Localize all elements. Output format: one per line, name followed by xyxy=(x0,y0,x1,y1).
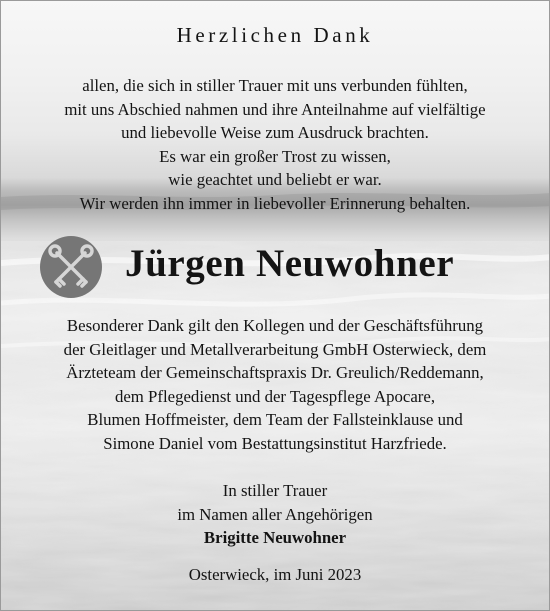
intro-line: und liebevolle Weise zum Ausdruck brachten. xyxy=(121,123,429,142)
intro-line: Es war ein großer Trost zu wissen, xyxy=(159,146,391,166)
thanks-line: Simone Daniel vom Bestattungsinstitut Harzfriede. xyxy=(103,433,447,453)
intro-line: mit uns Abschied nahmen und ihre Anteilnahme auf vielfältige xyxy=(64,99,486,119)
closing-block xyxy=(1,479,549,550)
intro-line: Wir werden ihn immer in liebevoller Erinnerung behalten. xyxy=(79,193,471,213)
signer-name: Brigitte Neuwohner xyxy=(203,528,347,547)
place-date: Osterwieck, im Juni 2023 xyxy=(188,565,362,584)
intro-line: allen, die sich in stiller Trauer mit uns verbunden fühlten, xyxy=(82,76,468,95)
thanks-line: Ärzteteam der Gemeinschaftspraxis Dr. Greulich/Reddemann, xyxy=(66,363,484,382)
deceased-name: Jürgen Neuwohner xyxy=(125,242,455,285)
thanks-line: dem Pflegedienst und der Tagespflege Apocare, xyxy=(114,386,436,406)
obituary-content xyxy=(1,1,549,610)
closing-line: In stiller Trauer xyxy=(222,481,328,500)
name-row xyxy=(39,233,519,301)
thanks-line: Besonderer Dank gilt den Kollegen und der Geschäftsführung xyxy=(66,316,484,335)
intro-line: wie geachtet und beliebt er war. xyxy=(168,170,382,189)
crossed-keys-icon xyxy=(39,235,103,299)
closing-line: im Namen aller Angehörigen xyxy=(177,504,373,524)
thanks-line: der Gleitlager und Metallverarbeitung GmbH Osterwieck, dem xyxy=(63,339,487,359)
intro-text xyxy=(1,74,549,215)
heading: Herzlichen Dank xyxy=(176,23,374,47)
thanks-text xyxy=(1,314,549,455)
thanks-line: Blumen Hoffmeister, dem Team der Fallsteinklause und xyxy=(87,410,463,429)
